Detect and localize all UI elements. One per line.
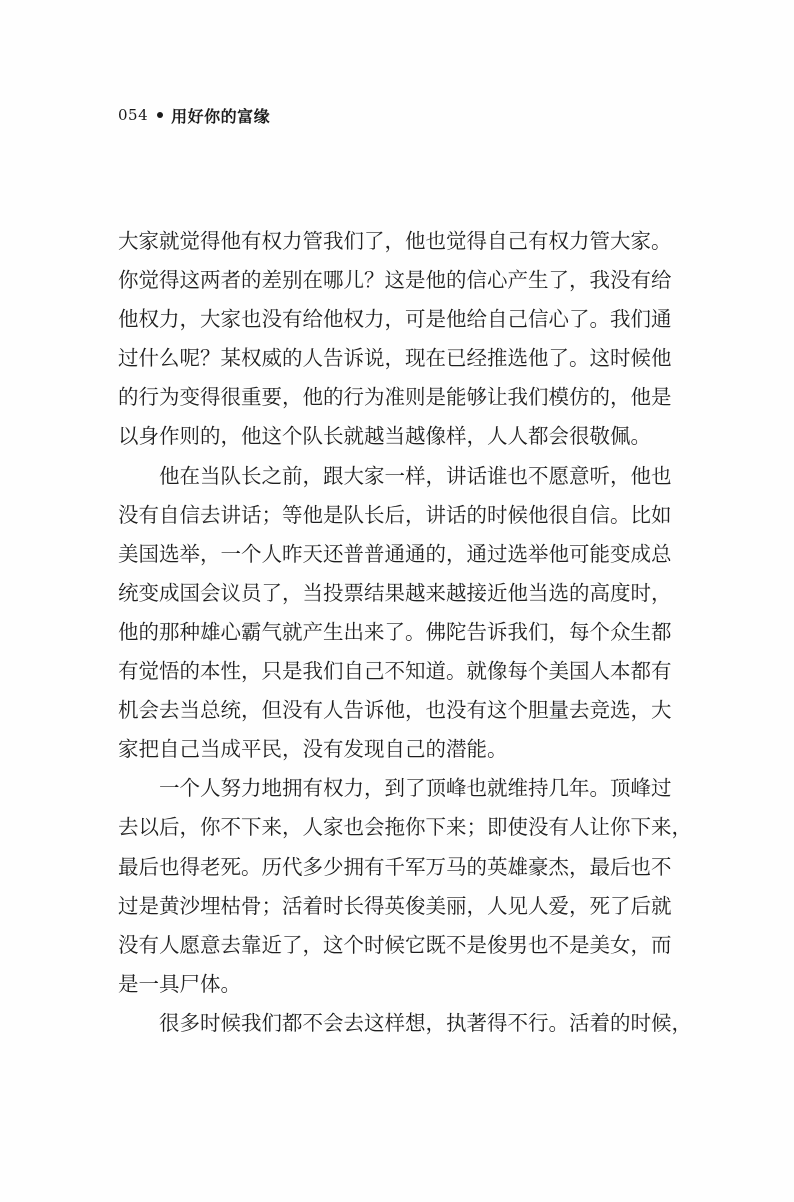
running-title: 用好你的富缘 — [171, 106, 271, 126]
text-line: 大家就觉得他有权力管我们了，他也觉得自己有权力管大家。 — [118, 229, 672, 253]
running-header — [118, 101, 270, 129]
body-text — [118, 222, 692, 1043]
paragraph — [118, 1004, 692, 1043]
text-line: 是一具尸体。 — [118, 971, 241, 996]
text-line: 过什么呢？某权威的人告诉说，现在已经推选他了。这时候他 — [118, 346, 672, 371]
text-line: 以身作则的，他这个队长就越当越像样，人人都会很敬佩。 — [118, 424, 651, 449]
text-line: 你觉得这两者的差别在哪儿？这是他的信心产生了，我没有给 — [118, 268, 672, 293]
text-line: 美国选举，一个人昨天还普普通通的，通过选举他可能变成总 — [118, 541, 672, 566]
text-line: 没有人愿意去靠近了，这个时候它既不是俊男也不是美女，而 — [118, 932, 672, 957]
bullet-separator — [157, 112, 163, 118]
paragraph — [118, 457, 678, 770]
text-line: 他在当队长之前，跟大家一样，讲话谁也不愿意听，他也 — [159, 463, 672, 488]
text-line: 家把自己当成平民，没有发现自己的潜能。 — [118, 737, 508, 762]
text-line: 的行为变得很重要，他的行为准则是能够让我们模仿的，他是 — [118, 385, 672, 410]
paragraph — [118, 769, 692, 1004]
paragraph — [118, 222, 678, 457]
text-line: 他权力，大家也没有给他权力，可是他给自己信心了。我们通 — [118, 307, 672, 332]
text-line: 他的那种雄心霸气就产生出来了。佛陀告诉我们，每个众生都 — [118, 619, 672, 644]
text-line: 机会去当总统，但没有人告诉他，也没有这个胆量去竞选，大 — [118, 698, 672, 723]
text-line: 统变成国会议员了，当投票结果越来越接近他当选的高度时， — [118, 580, 672, 605]
text-line: 去以后，你不下来，人家也会拖你下来；即使没有人让你下来， — [118, 815, 692, 840]
page-number: 054 — [118, 106, 149, 124]
text-line: 最后也得老死。历代多少拥有千军万马的英雄豪杰，最后也不 — [118, 854, 672, 879]
text-line: 没有自信去讲话；等他是队长后，讲话的时候他很自信。比如 — [118, 502, 672, 527]
text-line: 很多时候我们都不会去这样想，执著得不行。活着的时候， — [159, 1010, 692, 1035]
text-line: 有觉悟的本性，只是我们自己不知道。就像每个美国人本都有 — [118, 659, 672, 684]
text-line: 过是黄沙埋枯骨；活着时长得英俊美丽，人见人爱，死了后就 — [118, 893, 672, 918]
text-line: 一个人努力地拥有权力，到了顶峰也就维持几年。顶峰过 — [159, 776, 672, 801]
